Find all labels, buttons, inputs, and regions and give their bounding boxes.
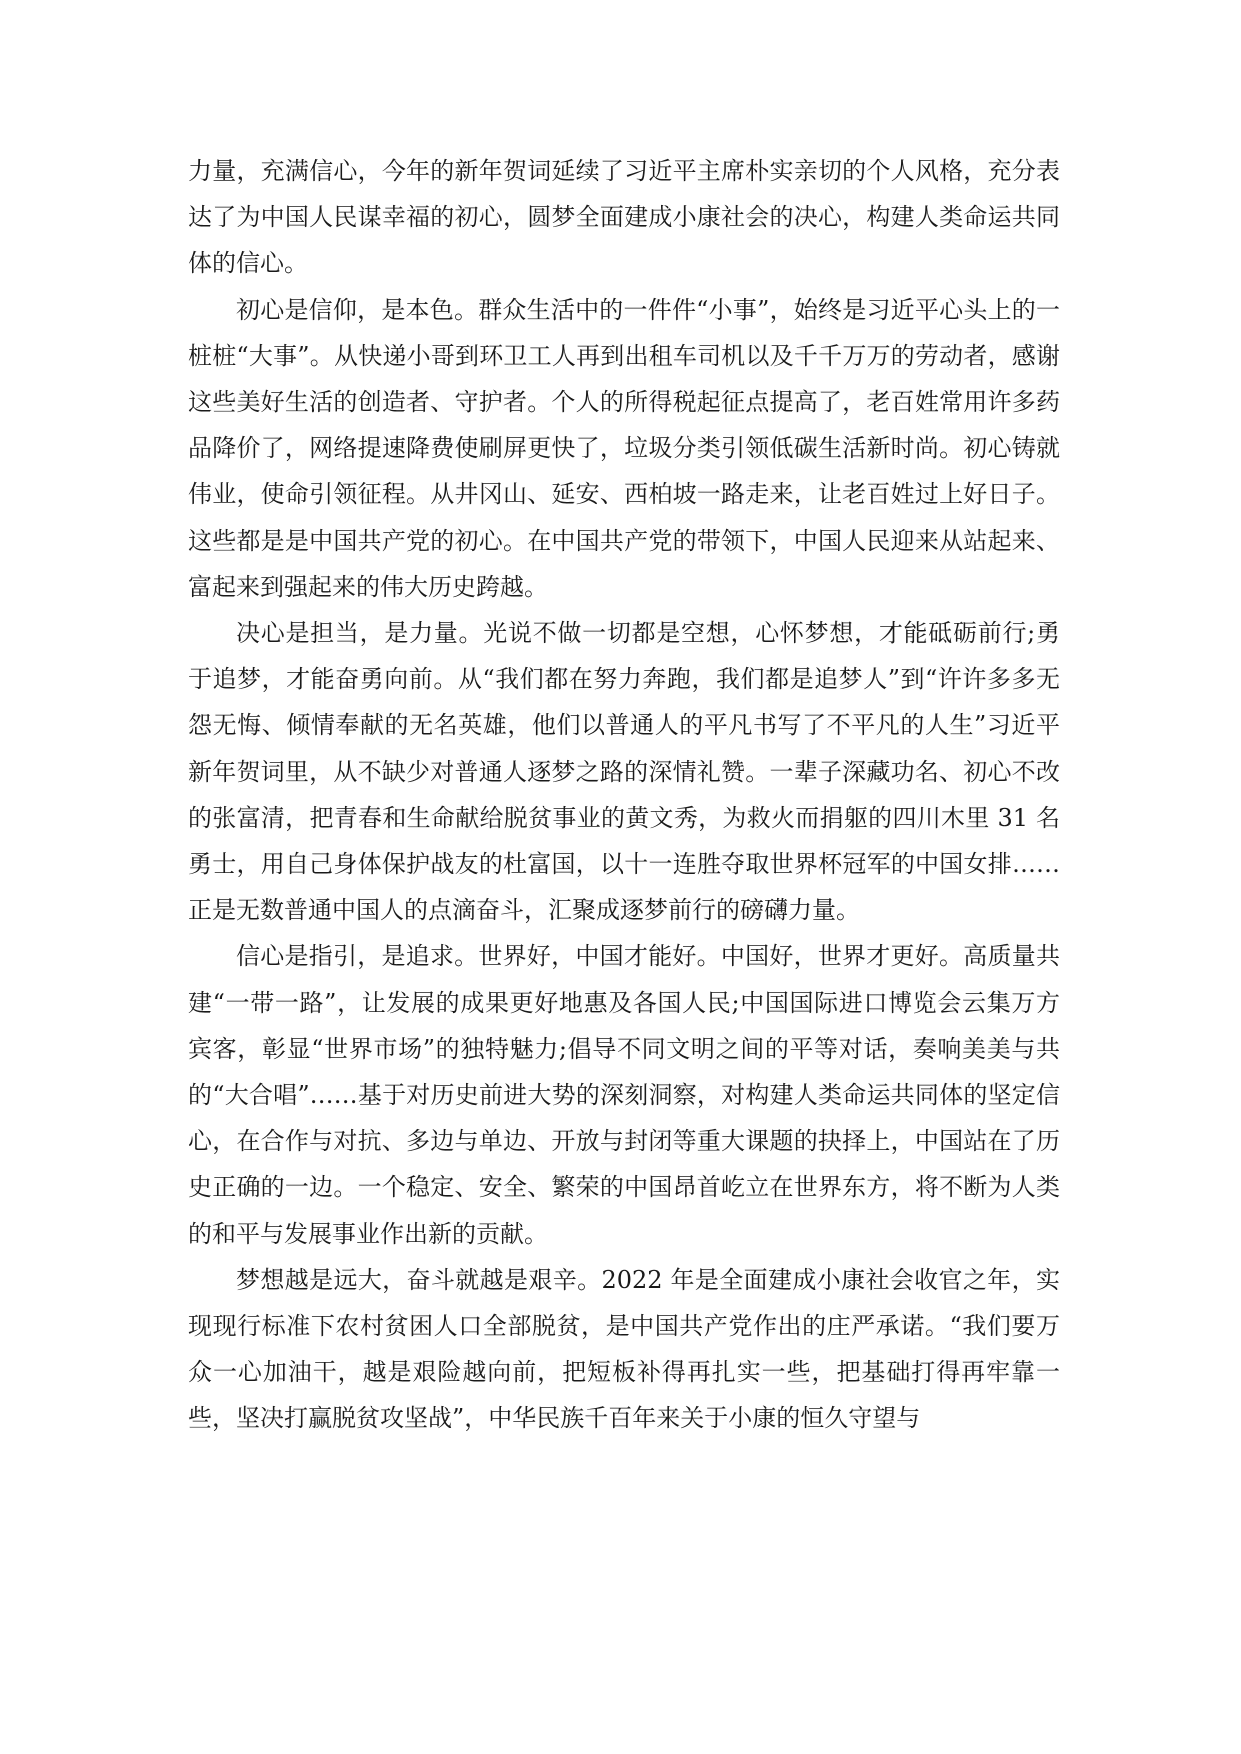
paragraph-confidence: 信心是指引，是追求。世界好，中国才能好。中国好，世界才更好。高质量共建“一带一路”，让发展的成果更好地惠及各国人民;中国国际进口博览会云集万方宾客，彰显“世界市场”的独特魅力;倡导不同文明之间的平等对话，奏响美美与共的“大合唱”……基于对历史前进大势的深刻洞察，对构建人类命运共同体的坚定信心，在合作与对抗、多边与单边、开放与封闭等重大课题的抉择上，中国站在了历史正确的一边。一个稳定、安全、繁荣的中国昂首屹立在世界东方，将不断为人类的和平与发展事业作出新的贡献。 xyxy=(188,942,1060,1248)
document-page xyxy=(188,148,1060,1442)
paragraph-continued: 力量，充满信心，今年的新年贺词延续了习近平主席朴实亲切的个人风格，充分表达了为中国人民谋幸福的初心，圆梦全面建成小康社会的决心，构建人类命运共同体的信心。 xyxy=(188,157,1060,278)
paragraph-original-aspiration: 初心是信仰，是本色。群众生活中的一件件“小事”，始终是习近平心头上的一桩桩“大事”。从快递小哥到环卫工人再到出租车司机以及千千万万的劳动者，感谢这些美好生活的创造者、守护者。个人的所得税起征点提高了，老百姓常用许多药品降价了，网络提速降费使刷屏更快了，垃圾分类引领低碳生活新时尚。初心铸就伟业，使命引领征程。从井冈山、延安、西柏坡一路走来，让老百姓过上好日子。这些都是是中国共产党的初心。在中国共产党的带领下，中国人民迎来从站起来、富起来到强起来的伟大历史跨越。 xyxy=(188,295,1060,601)
paragraph-determination: 决心是担当，是力量。光说不做一切都是空想，心怀梦想，才能砥砺前行;勇于追梦，才能奋勇向前。从“我们都在努力奔跑，我们都是追梦人”到“许许多多无怨无悔、倾情奉献的无名英雄，他们以普通人的平凡书写了不平凡的人生”习近平新年贺词里，从不缺少对普通人逐梦之路的深情礼赞。一辈子深藏功名、初心不改的张富清，把青春和生命献给脱贫事业的黄文秀，为救火而捐躯的四川木里 31 名勇士，用自己身体保护战友的杜富国，以十一连胜夺取世界杯冠军的中国女排……正是无数普通中国人的点滴奋斗，汇聚成逐梦前行的磅礴力量。 xyxy=(188,619,1060,925)
paragraph-dream-struggle: 梦想越是远大，奋斗就越是艰辛。2022 年是全面建成小康社会收官之年，实现现行标准下农村贫困人口全部脱贫，是中国共产党作出的庄严承诺。“我们要万众一心加油干，越是艰险越向前，把短板补得再扎实一些，把基础打得再牢靠一些，坚决打赢脱贫攻坚战”，中华民族千百年来关于小康的恒久守望与 xyxy=(188,1265,1060,1433)
